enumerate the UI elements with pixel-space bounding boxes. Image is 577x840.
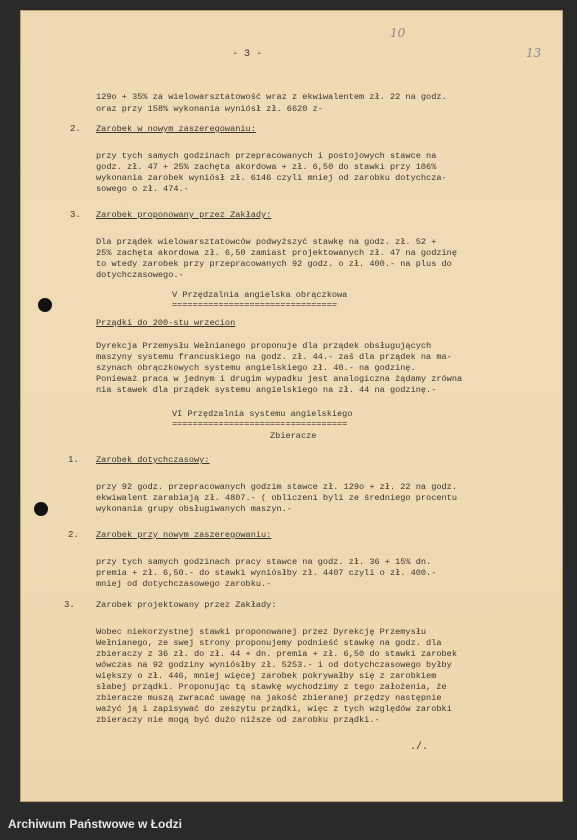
body-line: mniej od dotychczasowego zarobku.- (96, 579, 272, 589)
body-line: premia + zł. 6,50.- do stawki wyniósłby zł. 4407 czyli o zł. 400.- (96, 568, 437, 578)
body-line: Dyrekcja Przemysłu Wełnianego proponuje dla prządek obsługujących (96, 341, 432, 351)
body-line: Dla prządek wielowarsztatowców podwyższyć stawkę na godz. zł. 52 + (96, 237, 437, 247)
intro-line: 129o + 35% za wielowarsztatowość wraz z ekwiwalentem zł. 22 na godz. (96, 92, 447, 102)
body-line: słabej prządki. Proponując tą stawkę wychodzimy z tego założenia, że (96, 682, 447, 692)
body-line: maszyny systemu francuskiego na godz. zł. 44.- zaś dla prządek na ma- (96, 352, 452, 362)
body-line: zbieraczy z 36 zł. do zł. 44 + dn. premia + zł. 6,50 do stawki zarobek (96, 649, 457, 659)
body-line: przy tych samych godzinach przepracowanych i postojowych stawce na (96, 151, 437, 161)
body-line: Wełnianego, ze swej strony proponujemy podnieść stawkę na godz. dla (96, 638, 442, 648)
body-line: zbieracze muszą zwracać uwagę na jakość zbieranej przędzy następnie (96, 693, 442, 703)
body-line: 25% zachęta akordowa zł. 6,50 zamiast projektowanych zł. 47 na godzinę (96, 248, 457, 258)
body-line: to wtedy zarobek przy przepracowanych 92 godz. o zł. 400.- na plus do (96, 259, 452, 269)
body-line: wykonania grupy obsługiwanych maszyn.- (96, 504, 292, 514)
document-page (20, 10, 563, 802)
body-line: dotychczasowego.- (96, 270, 184, 280)
body-line: ekwiwalent zarabiają zł. 4807.- ( obliczeni byli ze średniego procentu (96, 493, 457, 503)
page-number: - 3 - (232, 49, 263, 60)
section-v-rule: ================================ (172, 300, 338, 310)
section-v-subheading: Prządki do 200-stu wrzecion (96, 318, 236, 328)
section-heading: Zarobek dotychczasowy: (96, 455, 210, 465)
section-heading: Zarobek projektowany przez Zakłady: (96, 600, 277, 610)
item-number: 1. (68, 455, 79, 465)
section-vi-subheading: Zbieracze (270, 431, 317, 441)
body-line: wówczas na 92 godziny wyniósłby zł. 5253.- i od dotychczasowego byłby (96, 660, 452, 670)
pencil-mark-right: 13 (526, 46, 542, 60)
item-number: 2. (68, 530, 79, 540)
body-line: przy 92 godz. przepracowanych godzim stawce zł. 129o + zł. 22 na godz. (96, 482, 457, 492)
pencil-mark-left: 10 (390, 26, 406, 40)
archive-label: Archiwum Państwowe w Łodzi (8, 817, 183, 831)
body-line: ważyć ją i zapisywać do zeszytu prządki, więc z tych względów zarobki (96, 704, 452, 714)
section-v-title: V Przędzalnia angielska obrączkowa (172, 290, 348, 300)
body-line: Ponieważ praca w jednym i drugim wypadku jest analogiczna żądamy zrówna (96, 374, 463, 384)
body-line: przy tych samych godzinach pracy stawce na godz. zł. 36 + 15% dn. (96, 557, 432, 567)
item-number: 3. (64, 600, 75, 610)
section-heading: Zarobek proponowany przez Zakłady: (96, 210, 272, 220)
body-line: szynach obrączkowych systemu angielskiego zł. 40.- na godzinę. (96, 363, 416, 373)
punch-hole-bottom (34, 502, 48, 516)
body-line: nia stawek dla prządek systemu angielskiego na zł. 44 na godzinę.- (96, 385, 437, 395)
body-line: wykonania zarobek wyniósł zł. 6146 czyli mniej od zarobku dotychcza- (96, 173, 447, 183)
punch-hole-top (38, 298, 52, 312)
archive-footer (0, 808, 577, 840)
continuation-mark: ./. (410, 742, 429, 753)
body-line: godz. zł. 47 + 25% zachęta akordowa + zł. 6,50 do stawki przy 106% (96, 162, 437, 172)
item-number: 3. (70, 210, 81, 220)
body-line: większy o zł. 446, mniej więcej zarobek pokrywałby się z zarobkiem (96, 671, 437, 681)
section-vi-title: VI Przędzalnia systemu angielskiego (172, 409, 353, 419)
item-number: 2. (70, 124, 81, 134)
body-line: zbieraczy nie mogą być dużo niższe od zarobku prządki.- (96, 715, 380, 725)
section-heading: Zarobek przy nowym zaszeregowaniu: (96, 530, 272, 540)
section-heading: Zarobek w nowym zaszeregowaniu: (96, 124, 256, 134)
intro-line: oraz przy 158% wykonania wyniósł zł. 6620 z- (96, 104, 323, 114)
body-line: Wobec niekorzystnej stawki proponowanej przez Dyrekcję Przemysłu (96, 627, 427, 637)
body-line: sowego o zł. 474.- (96, 184, 189, 194)
section-vi-rule: ================================== (172, 419, 348, 429)
